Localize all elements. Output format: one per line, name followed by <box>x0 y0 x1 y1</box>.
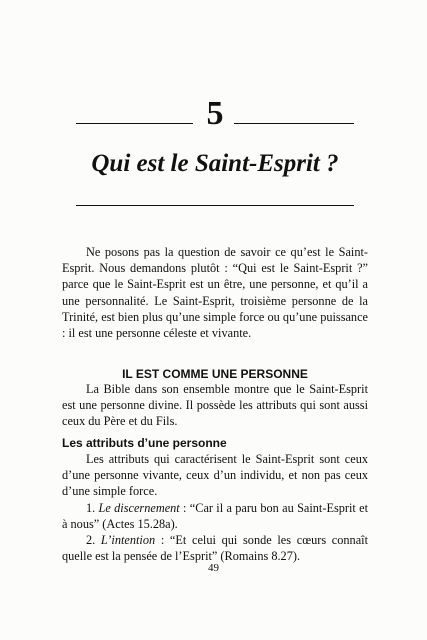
list-item <box>62 532 368 564</box>
subsection-heading: Les attributs d’une personne <box>62 436 227 450</box>
subsection-body <box>62 451 368 564</box>
list-item <box>62 500 368 532</box>
intro-paragraph-text: Ne posons pas la question de savoir ce qu’est le Saint-Esprit. Nous demandons plutôt : “Qui est le Saint-Esprit ?” parce que le Saint-Esprit est un être, une personne, et qu’il a une personnalité. Le Saint-Esprit, troisième personne de la Trinité, est bien plus qu’une simple force ou qu’une puissance : il est une personne céleste et vivante. <box>62 245 368 341</box>
title-underline-rule <box>76 205 354 206</box>
list-item-term: L’intention <box>100 533 156 548</box>
section-paragraph <box>62 381 368 430</box>
list-item-number: 2. <box>86 533 101 548</box>
section-paragraph-text: La Bible dans son ensemble montre que le Saint-Esprit est une personne divine. Il possède les attributs qui sont aussi ceux du Père et du Fils. <box>62 382 368 429</box>
section-heading: IL EST COMME UNE PERSONNE <box>122 367 308 381</box>
list-item-number: 1. <box>86 500 99 515</box>
chapter-number: 5 <box>206 95 224 132</box>
list-item-text: : “Car il a paru bon au Saint-Esprit et à nous” (Actes 15.28a). <box>62 500 369 531</box>
chapter-header <box>76 92 354 136</box>
chapter-rule-right <box>234 123 354 124</box>
list-item-text: : “Et celui qui sonde les cœurs connaît quelle est la pensée de l’Esprit” (Romains 8.27). <box>62 533 369 564</box>
subsection-paragraph-text: Les attributs qui caractérisent le Saint-Esprit sont ceux d’une personne vivante, ceux d’un individu, et non pas ceux d’une simple force. <box>62 452 368 499</box>
page-number: 49 <box>208 562 219 574</box>
chapter-title: Qui est le Saint-Esprit ? <box>91 150 339 177</box>
intro-paragraph <box>62 244 368 341</box>
list-item-term: Le discernement <box>98 500 180 515</box>
